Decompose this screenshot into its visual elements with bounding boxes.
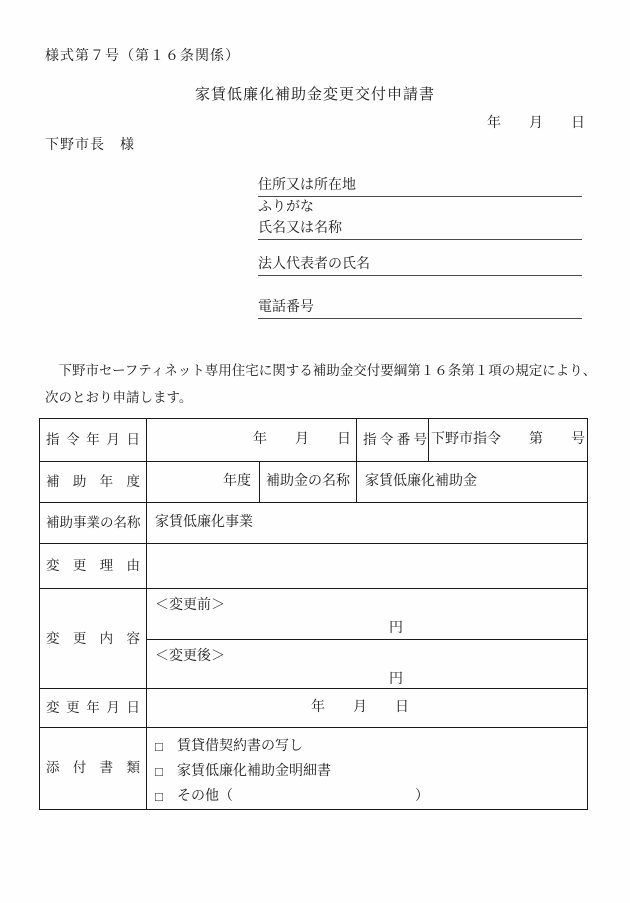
after-change-amount-unit: 円 bbox=[389, 672, 403, 687]
body-paragraph bbox=[45, 357, 620, 411]
directive-date-label-cell: 指 令 年 月 日 bbox=[40, 419, 147, 461]
change-date-value-cell: 年 月 日 bbox=[311, 700, 409, 715]
attachment-label: その他（ ） bbox=[177, 789, 429, 804]
subsidy-year-value-cell: 年度 bbox=[147, 462, 260, 502]
after-change-section bbox=[147, 640, 587, 688]
attachment-item bbox=[155, 734, 579, 759]
subsidy-year-label-cell: 補 助 年 度 bbox=[40, 462, 147, 502]
subsidy-name-value-cell: 家賃低廉化補助金 bbox=[365, 474, 477, 489]
name-field-line bbox=[258, 218, 582, 240]
after-change-label: ＜変更後＞ bbox=[155, 649, 225, 664]
directive-number-label-cell: 指 令 番 号 bbox=[357, 419, 429, 461]
change-content-row bbox=[40, 589, 587, 689]
attachment-item bbox=[155, 759, 579, 784]
checkbox-icon: □ bbox=[155, 739, 163, 754]
body-line-2: 次のとおり申請します。 bbox=[45, 390, 193, 405]
form-number: 様式第７号（第１６条関係） bbox=[45, 49, 240, 64]
project-name-label-cell: 補助事業の名称 bbox=[40, 503, 147, 543]
before-change-section bbox=[147, 589, 587, 640]
phone-field-label: 電話番号 bbox=[258, 300, 314, 315]
representative-field-label: 法人代表者の氏名 bbox=[258, 257, 370, 272]
subsidy-year-row bbox=[40, 462, 587, 503]
attachment-label: 家賃低廉化補助金明細書 bbox=[177, 764, 331, 779]
name-field-label: 氏名又は名称 bbox=[258, 221, 342, 236]
checkbox-icon: □ bbox=[155, 764, 163, 779]
address-field-line bbox=[258, 176, 582, 197]
date-line: 年 月 日 bbox=[487, 116, 585, 131]
project-name-row bbox=[40, 503, 587, 544]
addressee: 下野市長 様 bbox=[45, 138, 135, 153]
before-change-label: ＜変更前＞ bbox=[155, 598, 225, 613]
change-reason-value-cell bbox=[147, 544, 587, 588]
attachments-value-cell bbox=[147, 728, 587, 809]
page-title: 家賃低廉化補助金変更交付申請書 bbox=[194, 87, 435, 103]
checkbox-icon: □ bbox=[155, 789, 163, 804]
furigana-field-line bbox=[258, 197, 582, 218]
before-change-amount-unit: 円 bbox=[389, 621, 403, 636]
project-name-value-cell: 家賃低廉化事業 bbox=[155, 515, 253, 530]
furigana-field-label: ふりがな bbox=[258, 200, 314, 215]
applicant-fields bbox=[258, 176, 582, 319]
phone-field-line bbox=[258, 297, 582, 319]
address-field-label: 住所又は所在地 bbox=[258, 178, 356, 193]
body-line-1: 下野市セーフティネット専用住宅に関する補助金交付要綱第１６条第１項の規定により、 bbox=[45, 363, 597, 378]
subsidy-name-label-cell: 補助金の名称 bbox=[260, 462, 357, 502]
change-date-row bbox=[40, 689, 587, 728]
attachment-item bbox=[155, 784, 579, 809]
attachment-label: 賃貸借契約書の写し bbox=[177, 739, 303, 754]
change-content-value-cell bbox=[147, 589, 587, 688]
attachments-label-cell: 添 付 書 類 bbox=[40, 728, 147, 809]
directive-date-value-cell: 年 月 日 bbox=[147, 419, 357, 461]
change-date-label-cell: 変 更 年 月 日 bbox=[40, 689, 147, 727]
directive-date-row bbox=[40, 419, 587, 462]
attachments-row bbox=[40, 728, 587, 809]
change-reason-row bbox=[40, 544, 587, 589]
directive-number-value-cell: 下野市指令 第 号 bbox=[431, 432, 585, 447]
application-table bbox=[39, 418, 588, 810]
representative-field-line bbox=[258, 254, 582, 276]
change-content-label-cell: 変 更 内 容 bbox=[40, 589, 147, 688]
change-reason-label-cell: 変 更 理 由 bbox=[40, 544, 147, 588]
